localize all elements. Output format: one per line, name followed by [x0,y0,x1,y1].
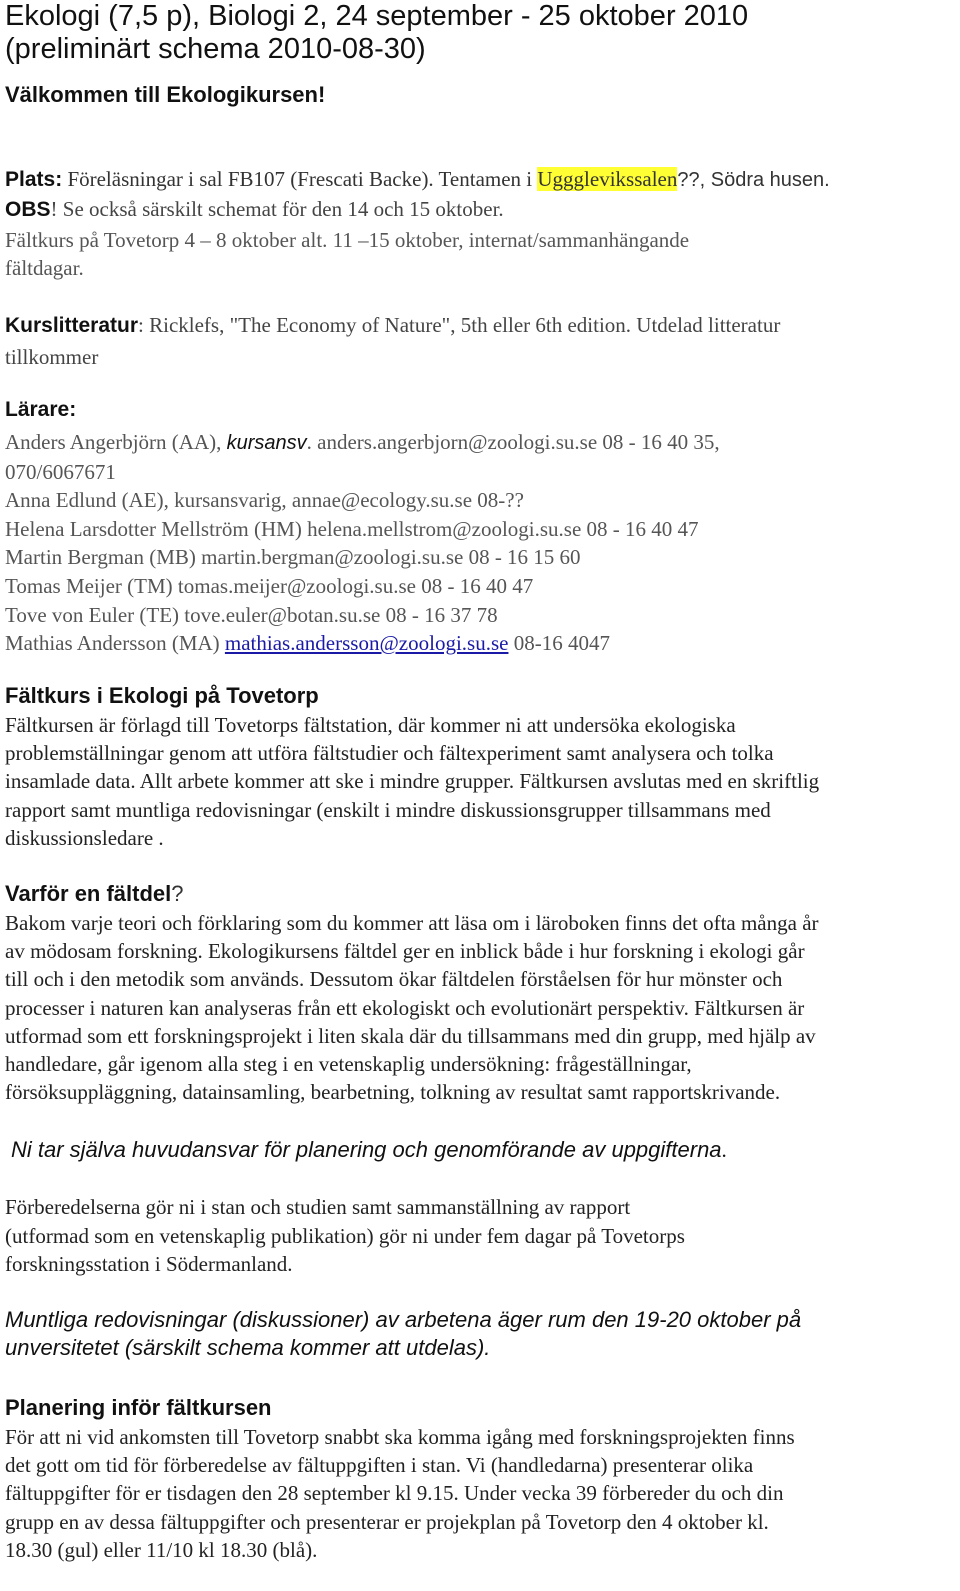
field-dates-line-1: Fältkurs på Tovetorp 4 – 8 oktober alt. 11 –15 oktober, internat/sammanhängande [5,228,690,252]
teacher-mb: Martin Bergman (MB) martin.bergman@zoologi.su.se 08 - 16 15 60 [5,545,581,570]
field-course-paragraph [5,711,819,852]
responsibility-note: Ni tar själva huvudansvar för planering och genomförande av uppgifterna. [11,1137,727,1162]
paragraph-line: av mödosam forskning. Ekologikursens fältdel ger en inblick både i hur forskning i ekologi går [5,939,805,964]
highlighted-room: Uggglevikssalen [537,167,678,191]
prep-paragraph [5,1193,685,1279]
paragraph-line: Förberedelserna gör ni i stan och studien samt sammanställning av rapport [5,1195,631,1219]
teacher-te: Tove von Euler (TE) tove.euler@botan.su.se 08 - 16 37 78 [5,602,498,627]
place-line [5,167,830,192]
paragraph-line: För att ni vid ankomsten till Tovetorp snabbt ska komma igång med forskningsprojekten finns [5,1425,795,1449]
course-responsible-label: kursansv [226,432,307,454]
teacher-hm: Helena Larsdotter Mellström (HM) helena.mellstrom@zoologi.su.se 08 - 16 40 47 [5,516,699,541]
title-line-2: (preliminärt schema 2010-08-30) [5,33,426,65]
field-course-heading: Fältkurs i Ekologi på Tovetorp [5,683,319,708]
email-link[interactable]: mathias.andersson@zoologi.su.se [224,631,509,656]
paragraph-line: det gott om tid för förberedelse av fältuppgiften i stan. Vi (handledarna) presenterar olika [5,1453,754,1478]
why-heading: Varför en fältdel? [5,881,184,906]
literature-label: Kurslitteratur [5,314,139,337]
paragraph-line: insamlade data. Allt arbete kommer att ske i mindre grupper. Fältkursen avslutas med en skriftlig [5,769,820,794]
paragraph-line: handledare, går igenom alla steg i en vetenskaplig undersökning: frågeställningar, [5,1052,692,1077]
teacher-ae: Anna Edlund (AE), kursansvarig, annae@ecology.su.se 08-?? [5,488,524,513]
paragraph-line: diskussionsledare . [5,825,164,850]
paragraph-line: (utformad som en vetenskaplig publikation) gör ni under fem dagar på Tovetorps [5,1223,685,1248]
paragraph-line: problemställningar genom att utföra fältstudier och fältexperiment samt analysera och tolka [5,741,774,766]
teachers-list [5,428,720,658]
place-label: Plats: [5,168,63,191]
why-paragraph [5,909,819,1106]
paragraph-line: grupp en av dessa fältuppgifter och presenterar er projekplan på Tovetorp den 4 oktober kl. [5,1509,769,1534]
place-text-a: Föreläsningar i sal FB107 (Frescati Backe). Tentamen i [62,167,538,191]
field-course-dates [5,226,689,283]
literature-text-1: : Ricklefs, "The Economy of Nature", 5th eller 6th edition. Utdelad litteratur [138,313,781,337]
paragraph-line: forskningsstation i Södermanland. [5,1252,293,1276]
paragraph-line: utformad som ett forskningsprojekt i liten skala där du tillsammans med din grupp, med hjälp av [5,1023,816,1048]
paragraph-line: Fältkursen är förlagd till Tovetorps fältstation, där kommer ni att undersöka ekologiska [5,713,736,737]
teacher-aa-phone: 070/6067671 [5,459,116,484]
paragraph-line: processer i naturen kan analyseras från ett ekologiskt och evolutionärt perspektiv. Fältkursen är [5,995,805,1020]
obs-line [5,197,504,222]
teacher-tm: Tomas Meijer (TM) tomas.meijer@zoologi.su.se 08 - 16 40 47 [5,573,534,598]
obs-text: ! Se också särskilt schemat för den 14 och 15 oktober. [50,197,504,221]
welcome-heading: Välkommen till Ekologikursen! [5,82,326,107]
paragraph-line: 18.30 (gul) eller 11/10 kl 18.30 (blå). [5,1537,318,1562]
planning-paragraph [5,1423,795,1564]
field-dates-line-2: fältdagar. [5,256,84,281]
teacher-aa: Anders Angerbjörn (AA), kursansv. anders.angerbjorn@zoologi.su.se 08 - 16 40 35, [5,430,720,454]
teacher-ma: Mathias Andersson (MA) mathias.andersson@zoologi.su.se 08-16 4047 [5,631,610,656]
paragraph-line: till och i den metodik som används. Dessutom ökar fältdelen förståelsen för hur mönster och [5,967,783,992]
paragraph-line: försöksuppläggning, datainsamling, bearbetning, tolkning av resultat samt rapportskrivande. [5,1080,781,1105]
oral-presentations-note: Muntliga redovisningar (diskussioner) av arbetena äger rum den 19-20 oktober på unversitetet (särskilt schema kommer att utdelas). [5,1307,802,1360]
teachers-heading: Lärare: [5,398,77,421]
paragraph-line: Bakom varje teori och förklaring som du kommer att läsa om i läroboken finns det ofta många år [5,911,819,935]
planning-heading: Planering inför fältkursen [5,1395,272,1420]
literature-block [5,311,780,371]
literature-text-2: tillkommer [5,344,99,369]
paragraph-line: rapport samt muntliga redovisningar (enskilt i mindre diskussionsgrupper tillsammans med [5,797,771,822]
place-text-b: ??, Södra husen. [677,169,830,191]
document-title [5,0,748,66]
paragraph-line: fältuppgifter för er tisdagen den 28 september kl 9.15. Under vecka 39 förbereder du och din [5,1481,784,1506]
title-line-1: Ekologi (7,5 p), Biologi 2, 24 september - 25 oktober 2010 [5,0,749,32]
obs-label: OBS [5,198,51,221]
